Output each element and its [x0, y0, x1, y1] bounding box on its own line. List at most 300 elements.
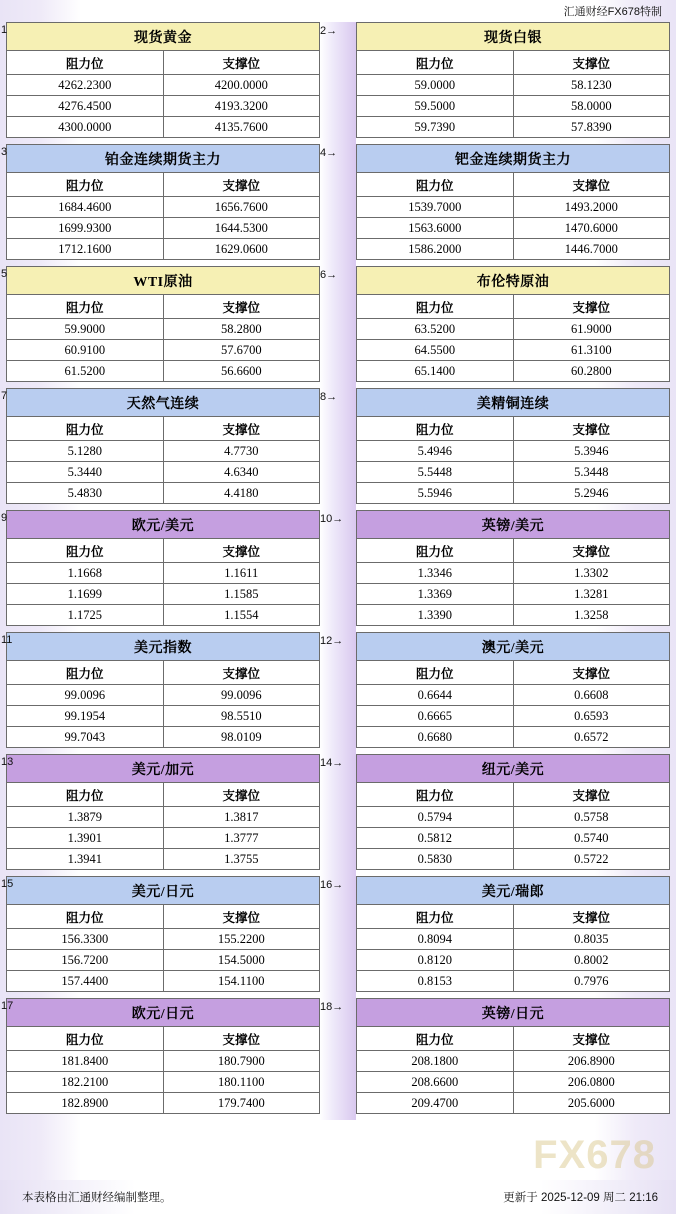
left-column	[1, 22, 320, 1120]
instrument-block	[356, 22, 670, 144]
header-resistance: 阻力位	[7, 783, 163, 806]
support-value: 57.8390	[513, 117, 670, 137]
resistance-value: 156.7200	[61, 953, 109, 967]
header-support: 支撑位	[163, 661, 320, 684]
header-support: 支撑位	[513, 51, 670, 74]
instrument-block	[356, 388, 670, 510]
block-index-marker: 10→	[320, 513, 344, 525]
header-resistance: 阻力位	[7, 905, 163, 928]
resistance-value: 99.1954	[64, 709, 106, 723]
table-row	[357, 1051, 669, 1072]
resistance-value: 99.0096	[64, 688, 106, 702]
table-row	[7, 584, 319, 605]
table-header-row	[357, 417, 669, 441]
support-value: 180.1100	[163, 1072, 320, 1092]
footer-updated-weekday: 周二	[603, 1192, 627, 1204]
header-support: 支撑位	[513, 295, 670, 318]
support-value: 1493.2000	[513, 197, 670, 217]
quotes-grid	[1, 22, 670, 1120]
block-index-marker: 18→	[320, 1001, 344, 1013]
table-header-row	[357, 905, 669, 929]
table-row	[7, 96, 319, 117]
support-value: 155.2200	[163, 929, 320, 949]
support-value: 1.1611	[163, 563, 320, 583]
instrument-block	[1, 266, 320, 388]
resistance-value: 59.5000	[414, 99, 456, 113]
block-index-marker: 14→	[320, 757, 344, 769]
table-row	[7, 929, 319, 950]
resistance-value: 1.3879	[67, 810, 102, 824]
instrument-title: 欧元/美元	[7, 511, 319, 539]
header-support: 支撑位	[163, 51, 320, 74]
resistance-value: 5.4830	[67, 486, 102, 500]
support-value: 58.2800	[163, 319, 320, 339]
instrument-title: 欧元/日元	[7, 999, 319, 1027]
watermark: FX678	[533, 1133, 656, 1177]
footer-updated	[503, 1189, 658, 1205]
table-row	[7, 563, 319, 584]
resistance-value: 1.3369	[417, 587, 452, 601]
resistance-value: 208.1800	[411, 1054, 459, 1068]
table-row	[357, 929, 669, 950]
header-resistance: 阻力位	[357, 1027, 513, 1050]
instrument-table	[6, 144, 320, 260]
support-value: 1.3258	[513, 605, 670, 625]
resistance-value: 4262.2300	[58, 78, 112, 92]
support-value: 61.3100	[513, 340, 670, 360]
instrument-title: 美元指数	[7, 633, 319, 661]
instrument-table	[356, 632, 670, 748]
table-row	[7, 483, 319, 503]
table-row	[357, 584, 669, 605]
resistance-value: 1.3941	[67, 852, 102, 866]
header-resistance: 阻力位	[7, 173, 163, 196]
table-row	[357, 483, 669, 503]
instrument-block	[356, 510, 670, 632]
table-header-row	[357, 1027, 669, 1051]
support-value: 5.3946	[513, 441, 670, 461]
support-value: 179.7400	[163, 1093, 320, 1113]
table-header-row	[7, 51, 319, 75]
instrument-title: 布伦特原油	[357, 267, 669, 295]
instrument-table	[6, 510, 320, 626]
support-value: 1446.7000	[513, 239, 670, 259]
block-index-marker: 1	[1, 24, 8, 36]
table-row	[357, 563, 669, 584]
instrument-block	[1, 754, 320, 876]
instrument-table	[356, 144, 670, 260]
block-index-marker: 16→	[320, 879, 344, 891]
resistance-value: 4300.0000	[58, 120, 112, 134]
block-index-marker: 6→	[320, 269, 338, 281]
resistance-value: 1.1699	[67, 587, 102, 601]
table-row	[7, 75, 319, 96]
support-value: 0.6593	[513, 706, 670, 726]
table-header-row	[7, 905, 319, 929]
instrument-table	[356, 998, 670, 1114]
resistance-value: 1.3901	[67, 831, 102, 845]
header-resistance: 阻力位	[357, 417, 513, 440]
table-row	[357, 727, 669, 747]
table-header-row	[7, 173, 319, 197]
support-value: 5.3448	[513, 462, 670, 482]
instrument-title: WTI原油	[7, 267, 319, 295]
resistance-value: 208.6600	[411, 1075, 459, 1089]
table-header-row	[357, 295, 669, 319]
resistance-value: 0.6680	[417, 730, 452, 744]
instrument-title: 现货白银	[357, 23, 669, 51]
footer-note: 本表格由汇通财经编制整理。	[22, 1192, 172, 1204]
table-header-row	[7, 539, 319, 563]
table-header-row	[7, 661, 319, 685]
support-value: 0.6572	[513, 727, 670, 747]
resistance-value: 99.7043	[64, 730, 106, 744]
resistance-value: 5.4946	[417, 444, 452, 458]
table-row	[357, 462, 669, 483]
resistance-value: 1.3390	[417, 608, 452, 622]
resistance-value: 181.8400	[61, 1054, 109, 1068]
resistance-value: 1699.9300	[58, 221, 112, 235]
table-header-row	[7, 417, 319, 441]
support-value: 99.0096	[163, 685, 320, 705]
instrument-block	[1, 876, 320, 998]
support-value: 60.2800	[513, 361, 670, 381]
header-resistance: 阻力位	[7, 51, 163, 74]
instrument-title: 天然气连续	[7, 389, 319, 417]
table-row	[7, 971, 319, 991]
instrument-table	[6, 754, 320, 870]
resistance-value: 0.6665	[417, 709, 452, 723]
support-value: 1.3281	[513, 584, 670, 604]
block-index-marker: 15	[1, 878, 14, 890]
resistance-value: 1712.1600	[58, 242, 112, 256]
resistance-value: 5.1280	[67, 444, 102, 458]
instrument-block	[1, 998, 320, 1120]
support-value: 0.7976	[513, 971, 670, 991]
table-row	[7, 218, 319, 239]
support-value: 1656.7600	[163, 197, 320, 217]
table-row	[357, 218, 669, 239]
support-value: 0.5740	[513, 828, 670, 848]
header-resistance: 阻力位	[7, 295, 163, 318]
table-header-row	[357, 539, 669, 563]
table-row	[357, 117, 669, 137]
block-index-marker: 11	[1, 634, 13, 646]
center-gutter	[320, 22, 356, 1120]
table-row	[7, 340, 319, 361]
support-value: 1470.6000	[513, 218, 670, 238]
resistance-value: 1684.4600	[58, 200, 112, 214]
resistance-value: 59.0000	[414, 78, 456, 92]
block-index-marker: 13	[1, 756, 14, 768]
instrument-block	[1, 388, 320, 510]
resistance-value: 1.3346	[417, 566, 452, 580]
support-value: 1.3817	[163, 807, 320, 827]
resistance-value: 59.9000	[64, 322, 106, 336]
instrument-title: 纽元/美元	[357, 755, 669, 783]
table-row	[357, 197, 669, 218]
support-value: 0.8002	[513, 950, 670, 970]
brand-label: 汇通财经FX678特制	[563, 6, 662, 18]
instrument-title: 美精铜连续	[357, 389, 669, 417]
resistance-value: 1563.6000	[408, 221, 462, 235]
table-row	[7, 605, 319, 625]
block-index-marker: 17	[1, 1000, 14, 1012]
table-row	[357, 239, 669, 259]
header-resistance: 阻力位	[357, 295, 513, 318]
support-value: 4193.3200	[163, 96, 320, 116]
block-index-marker: 3	[1, 146, 8, 158]
resistance-value: 60.9100	[64, 343, 106, 357]
gutter-markers	[320, 22, 356, 1120]
resistance-value: 5.5946	[417, 486, 452, 500]
table-row	[7, 1072, 319, 1093]
header-support: 支撑位	[163, 295, 320, 318]
table-row	[7, 807, 319, 828]
table-row	[7, 727, 319, 747]
instrument-title: 美元/加元	[7, 755, 319, 783]
instrument-block	[356, 266, 670, 388]
support-value: 205.6000	[513, 1093, 670, 1113]
resistance-value: 64.5500	[414, 343, 456, 357]
support-value: 0.8035	[513, 929, 670, 949]
table-row	[7, 197, 319, 218]
header-support: 支撑位	[513, 417, 670, 440]
support-value: 206.8900	[513, 1051, 670, 1071]
table-row	[7, 117, 319, 137]
support-value: 154.5000	[163, 950, 320, 970]
block-index-marker: 5	[1, 268, 8, 280]
instrument-title: 铂金连续期货主力	[7, 145, 319, 173]
instrument-block	[1, 22, 320, 144]
table-row	[357, 807, 669, 828]
table-row	[357, 340, 669, 361]
instrument-table	[356, 22, 670, 138]
header-support: 支撑位	[513, 1027, 670, 1050]
table-row	[357, 605, 669, 625]
header-support: 支撑位	[513, 539, 670, 562]
table-row	[357, 1072, 669, 1093]
support-value: 180.7900	[163, 1051, 320, 1071]
header-resistance: 阻力位	[357, 661, 513, 684]
instrument-block	[356, 632, 670, 754]
header-resistance: 阻力位	[7, 539, 163, 562]
instrument-table	[356, 754, 670, 870]
table-row	[7, 685, 319, 706]
table-row	[357, 706, 669, 727]
support-value: 1.1585	[163, 584, 320, 604]
brand-header	[0, 0, 676, 22]
resistance-value: 5.5448	[417, 465, 452, 479]
instrument-block	[1, 632, 320, 754]
table-row	[357, 685, 669, 706]
table-row	[357, 96, 669, 117]
header-support: 支撑位	[513, 783, 670, 806]
resistance-value: 0.8153	[417, 974, 452, 988]
support-value: 58.0000	[513, 96, 670, 116]
instrument-block	[356, 144, 670, 266]
header-support: 支撑位	[163, 1027, 320, 1050]
table-row	[7, 1093, 319, 1113]
table-row	[7, 1051, 319, 1072]
support-value: 1.3777	[163, 828, 320, 848]
table-row	[7, 239, 319, 259]
support-value: 61.9000	[513, 319, 670, 339]
instrument-title: 英镑/美元	[357, 511, 669, 539]
table-header-row	[357, 661, 669, 685]
instrument-table	[356, 876, 670, 992]
support-value: 5.2946	[513, 483, 670, 503]
instrument-title: 英镑/日元	[357, 999, 669, 1027]
block-index-marker: 7	[1, 390, 8, 402]
header-resistance: 阻力位	[357, 905, 513, 928]
support-value: 0.6608	[513, 685, 670, 705]
support-value: 0.5758	[513, 807, 670, 827]
support-value: 4200.0000	[163, 75, 320, 95]
resistance-value: 61.5200	[64, 364, 106, 378]
instrument-table	[356, 510, 670, 626]
table-row	[357, 75, 669, 96]
support-value: 4.6340	[163, 462, 320, 482]
support-value: 4135.7600	[163, 117, 320, 137]
instrument-title: 钯金连续期货主力	[357, 145, 669, 173]
resistance-value: 156.3300	[61, 932, 109, 946]
instrument-table	[356, 266, 670, 382]
resistance-value: 0.6644	[417, 688, 452, 702]
resistance-value: 182.8900	[61, 1096, 109, 1110]
instrument-title: 美元/瑞郎	[357, 877, 669, 905]
instrument-title: 美元/日元	[7, 877, 319, 905]
header-support: 支撑位	[513, 905, 670, 928]
resistance-value: 209.4700	[411, 1096, 459, 1110]
resistance-value: 0.5812	[417, 831, 452, 845]
table-row	[7, 828, 319, 849]
header-resistance: 阻力位	[357, 539, 513, 562]
table-row	[357, 971, 669, 991]
instrument-block	[1, 144, 320, 266]
header-support: 支撑位	[163, 417, 320, 440]
resistance-value: 0.5794	[417, 810, 452, 824]
footer-updated-date: 2025-12-09	[540, 1192, 600, 1204]
block-index-marker: 8→	[320, 391, 338, 403]
support-value: 56.6600	[163, 361, 320, 381]
table-row	[7, 950, 319, 971]
resistance-value: 157.4400	[61, 974, 109, 988]
instrument-block	[356, 754, 670, 876]
header-support: 支撑位	[163, 173, 320, 196]
resistance-value: 65.1400	[414, 364, 456, 378]
resistance-value: 0.8120	[417, 953, 452, 967]
block-index-marker: 4→	[320, 147, 338, 159]
footer-updated-time: 21:16	[629, 1192, 658, 1204]
resistance-value: 59.7390	[414, 120, 456, 134]
table-header-row	[7, 1027, 319, 1051]
support-value: 57.6700	[163, 340, 320, 360]
table-row	[357, 950, 669, 971]
support-value: 4.7730	[163, 441, 320, 461]
header-support: 支撑位	[163, 905, 320, 928]
instrument-block	[356, 876, 670, 998]
support-value: 98.0109	[163, 727, 320, 747]
header-resistance: 阻力位	[7, 417, 163, 440]
resistance-value: 0.8094	[417, 932, 452, 946]
header-support: 支撑位	[513, 173, 670, 196]
instrument-table	[6, 632, 320, 748]
instrument-table	[356, 388, 670, 504]
table-row	[357, 361, 669, 381]
table-row	[357, 319, 669, 340]
support-value: 4.4180	[163, 483, 320, 503]
right-column	[356, 22, 670, 1120]
instrument-title: 现货黄金	[7, 23, 319, 51]
table-row	[357, 828, 669, 849]
instrument-table	[6, 266, 320, 382]
instrument-title: 澳元/美元	[357, 633, 669, 661]
header-support: 支撑位	[163, 539, 320, 562]
table-row	[357, 1093, 669, 1113]
support-value: 1.3755	[163, 849, 320, 869]
table-row	[7, 441, 319, 462]
table-header-row	[357, 173, 669, 197]
table-row	[7, 706, 319, 727]
table-header-row	[357, 51, 669, 75]
instrument-block	[356, 998, 670, 1120]
resistance-value: 4276.4500	[58, 99, 112, 113]
block-index-marker: 9	[1, 512, 8, 524]
table-row	[7, 319, 319, 340]
header-resistance: 阻力位	[357, 783, 513, 806]
support-value: 98.5510	[163, 706, 320, 726]
resistance-value: 182.2100	[61, 1075, 109, 1089]
support-value: 206.0800	[513, 1072, 670, 1092]
support-value: 58.1230	[513, 75, 670, 95]
resistance-value: 5.3440	[67, 465, 102, 479]
table-header-row	[7, 783, 319, 807]
instrument-table	[6, 998, 320, 1114]
resistance-value: 1.1725	[67, 608, 102, 622]
table-row	[7, 361, 319, 381]
table-row	[357, 441, 669, 462]
support-value: 1.3302	[513, 563, 670, 583]
resistance-value: 1539.7000	[408, 200, 462, 214]
resistance-value: 0.5830	[417, 852, 452, 866]
header-support: 支撑位	[163, 783, 320, 806]
support-value: 1629.0600	[163, 239, 320, 259]
table-row	[357, 849, 669, 869]
table-row	[7, 462, 319, 483]
instrument-table	[6, 876, 320, 992]
header-resistance: 阻力位	[7, 661, 163, 684]
resistance-value: 63.5200	[414, 322, 456, 336]
instrument-block	[1, 510, 320, 632]
header-resistance: 阻力位	[357, 173, 513, 196]
table-header-row	[7, 295, 319, 319]
block-index-marker: 2→	[320, 25, 338, 37]
block-index-marker: 12→	[320, 635, 344, 647]
footer-updated-label: 更新于	[503, 1192, 538, 1204]
support-value: 1.1554	[163, 605, 320, 625]
support-value: 1644.5300	[163, 218, 320, 238]
resistance-value: 1.1668	[67, 566, 102, 580]
header-resistance: 阻力位	[7, 1027, 163, 1050]
footer-bar	[0, 1180, 676, 1214]
instrument-table	[6, 388, 320, 504]
table-row	[7, 849, 319, 869]
support-value: 0.5722	[513, 849, 670, 869]
table-header-row	[357, 783, 669, 807]
header-support: 支撑位	[513, 661, 670, 684]
instrument-table	[6, 22, 320, 138]
